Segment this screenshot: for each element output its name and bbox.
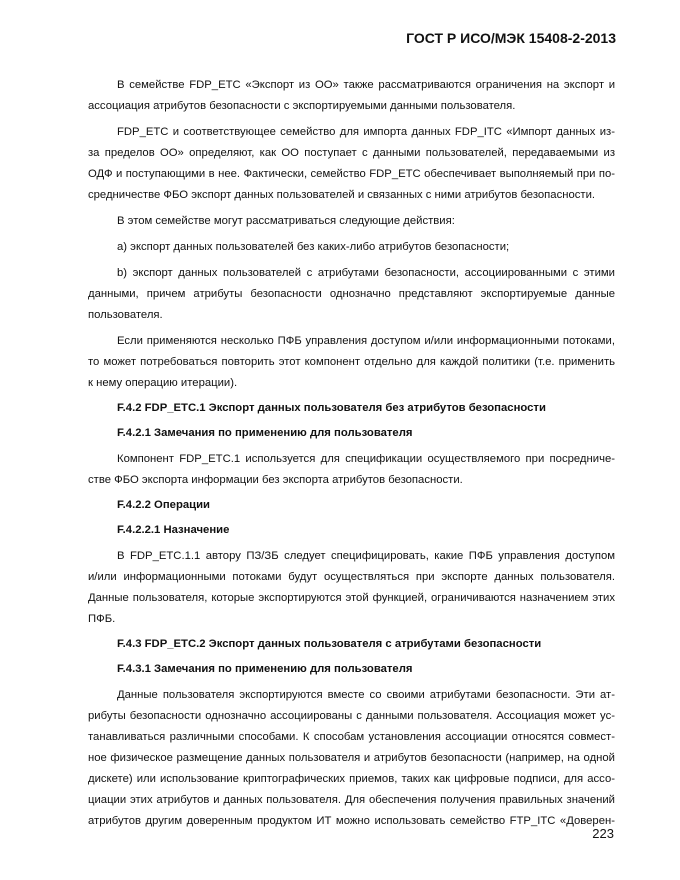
text-line: F.4.3 FDP_ETC.2 Экспорт данных пользователя с атрибутами безопасности [117,638,542,650]
paragraph [88,263,615,326]
paragraph [88,449,615,491]
text-line: к нему операцию итерации). [88,377,238,389]
text-line: F.4.2.1 Замечания по применению для пользователя [117,427,413,439]
text-line: то может потребоваться повторить этот компонент отдельно для каждой политики (т.е. применить [88,356,615,368]
text-line: за пределов ОО» определяют, как ОО поступает с данными пользователей, передаваемыми из [88,147,615,159]
page-number: 223 [592,826,614,841]
text-line: ПФБ. [88,613,116,625]
text-line: ОДФ и поступающими в нее. Фактически, семейство FDP_ETC обеспечивает выполняемый при по- [88,168,615,180]
text-line: F.4.2.2.1 Назначение [117,524,230,536]
paragraph [88,685,615,832]
text-line: В этом семействе могут рассматриваться следующие действия: [117,215,455,227]
paragraph [88,122,615,206]
text-line: рибуты безопасности однозначно ассоциированы с данными пользователя. Ассоциация может ус- [88,710,615,722]
text-line: F.4.2.2 Операции [117,499,210,511]
section-heading [88,398,615,419]
text-line: а) экспорт данных пользователей без каких-либо атрибутов безопасности; [117,241,510,253]
section-heading [88,520,615,541]
text-line: FDP_ETC и соответствующее семейство для импорта данных FDP_ITC «Импорт данных из- [117,126,615,138]
section-heading [88,495,615,516]
document-body [88,70,615,832]
paragraph [88,211,615,232]
text-line: и/или информационными потоками будут осуществляться при экспорте данных пользователя. [88,571,615,583]
text-line: стве ФБО экспорта информации без экспорта атрибутов безопасности. [88,474,463,486]
document-header-title: ГОСТ Р ИСО/МЭК 15408-2-2013 [406,30,616,46]
paragraph [88,237,615,258]
text-line: F.4.2 FDP_ETC.1 Экспорт данных пользователя без атрибутов безопасности [117,402,546,414]
text-line: средничестве ФБО экспорт данных пользователей и связанных с ними атрибутов безопасности. [88,189,596,201]
text-line: В семействе FDP_ETC «Экспорт из ОО» также рассматриваются ограничения на экспорт и [117,79,615,91]
text-line: ное физическое размещение данных пользователя и атрибутов безопасности (например, на одной [88,752,615,764]
text-line: циации этих атрибутов и данных пользователя. Для обеспечения получения правильных значений [88,794,615,806]
text-line: b) экспорт данных пользователей с атрибутами безопасности, ассоциированными с этими [117,267,615,279]
section-heading [88,659,615,680]
text-line: В FDP_ETC.1.1 автору ПЗ/ЗБ следует специфицировать, какие ПФБ управления доступом [117,550,615,562]
text-line: пользователя. [88,309,163,321]
paragraph [88,331,615,394]
section-heading [88,423,615,444]
paragraph [88,546,615,630]
text-line: данными, причем атрибуты безопасности однозначно представляют экспортируемые данные [88,288,615,300]
text-line: танавливаться различными способами. К способам установления ассоциации относятся совмест- [88,731,615,743]
text-line: атрибутов другим доверенным продуктом ИТ можно использовать семейство FTP_ITC «Доверен- [88,815,615,827]
text-line: Данные пользователя, которые экспортируются этой функцией, ограничиваются назначением этих [88,592,615,604]
paragraph [88,75,615,117]
text-line: дискете) или использование криптографических приемов, таких как цифровые подписи, для ассо- [88,773,615,785]
text-line: F.4.3.1 Замечания по применению для пользователя [117,663,413,675]
section-heading [88,634,615,655]
text-line: Если применяются несколько ПФБ управления доступом и/или информационными потоками, [117,335,615,347]
text-line: ассоциация атрибутов безопасности с экспортируемыми данными пользователя. [88,100,516,112]
text-line: Данные пользователя экспортируются вместе со своими атрибутами безопасности. Эти ат- [117,689,615,701]
text-line: Компонент FDP_ETC.1 используется для спецификации осуществляемого при посредниче- [117,453,615,465]
